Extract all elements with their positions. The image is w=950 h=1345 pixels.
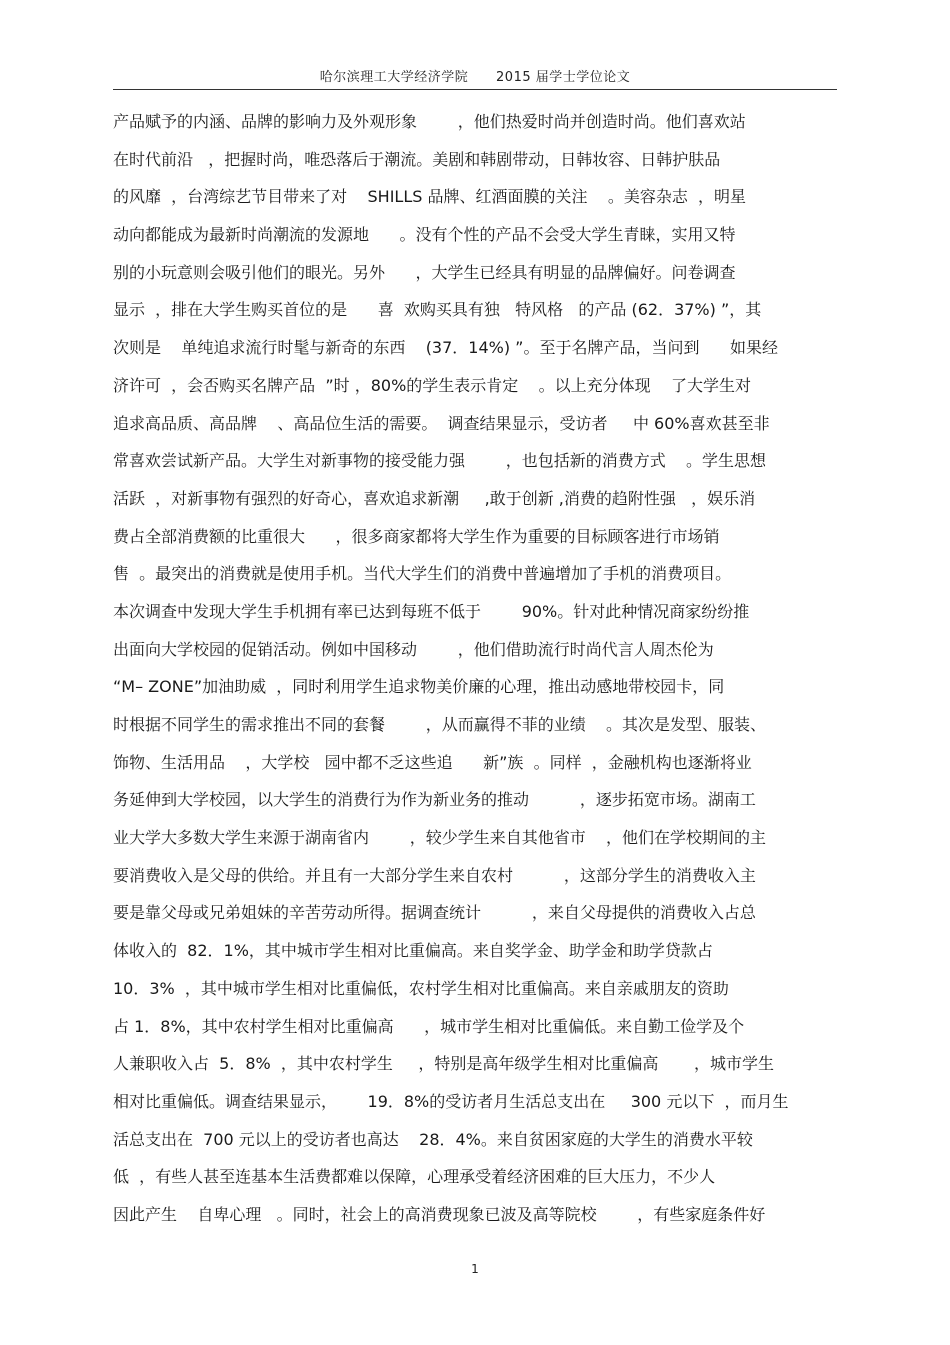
text-line: 费占全部消费额的比重很大 ，很多商家都将大学生作为重要的目标顾客进行市场销 [113, 526, 720, 546]
text-line: 追求高品质、高品牌 、高品位生活的需要。 调查结果显示，受访者 中 60%喜欢甚至非 [113, 413, 770, 433]
text-line: 相对比重偏低。调查结果显示， 19．8%的受访者月生活总支出在 300 元以下 ，而月生 [113, 1091, 789, 1111]
body-text [113, 103, 843, 1234]
text-line: 务延伸到大学校园，以大学生的消费行为作为新业务的推动 ，逐步拓宽市场。湖南工 [113, 790, 756, 810]
text-line: 济许可 ，会否购买名牌产品 ”时 ，80%的学生表示肯定 。以上充分体现 了大学生对 [113, 375, 751, 395]
text-line: “M– ZONE”加油助威 ，同时利用学生追求物美价廉的心理，推出动感地带校园卡，同 [113, 677, 725, 697]
text-line: 在时代前沿 ，把握时尚，唯恐落后于潮流。美剧和韩剧带动，日韩妆容、日韩护肤品 [113, 149, 721, 169]
text-line: 业大学大多数大学生来源于湖南省内 ，较少学生来自其他省市 ，他们在学校期间的主 [113, 828, 767, 848]
running-header: 哈尔滨理工大学经济学院 2015 届学士学位论文 [319, 70, 631, 85]
header-divider [113, 89, 837, 90]
text-line: 本次调查中发现大学生手机拥有率已达到每班不低于 90%。针对此种情况商家纷纷推 [113, 601, 750, 621]
text-line: 常喜欢尝试新产品。大学生对新事物的接受能力强 ，也包括新的消费方式 。学生思想 [113, 451, 767, 471]
page-number: 1 [471, 1262, 479, 1276]
text-line: 售 。最突出的消费就是使用手机。当代大学生们的消费中普遍增加了手机的消费项目。 [113, 564, 732, 584]
text-line: 要消费收入是父母的供给。并且有一大部分学生来自农村 ，这部分学生的消费收入主 [113, 865, 756, 885]
text-line: 活总支出在 700 元以上的受访者也高达 28．4%。来自贫困家庭的大学生的消费水平较 [113, 1129, 753, 1149]
text-line: 因此产生 自卑心理 。同时，社会上的高消费现象已波及高等院校 ，有些家庭条件好 [113, 1204, 766, 1224]
text-line: 时根据不同学生的需求推出不同的套餐 ，从而赢得不菲的业绩 。其次是发型、服装、 [113, 715, 767, 734]
text-line: 10．3% ，其中城市学生相对比重偏低，农村学生相对比重偏高。来自亲戚朋友的资助 [113, 978, 729, 998]
text-line: 活跃 ，对新事物有强烈的好奇心，喜欢追求新潮 ,敢于创新 ,消费的趋附性强 ，娱乐消 [113, 488, 756, 508]
text-line: 低 ，有些人甚至连基本生活费都难以保障，心理承受着经济困难的巨大压力，不少人 [113, 1167, 716, 1187]
text-line: 要是靠父母或兄弟姐妹的辛苦劳动所得。据调查统计 ，来自父母提供的消费收入占总 [113, 903, 756, 923]
text-line: 动向都能成为最新时尚潮流的发源地 。没有个性的产品不会受大学生青睐，实用又特 [113, 225, 736, 245]
text-line: 显示 ，排在大学生购买首位的是 喜 欢购买具有独 特风格 的产品 (62．37%) ”，其 [113, 300, 762, 320]
text-line: 次则是 单纯追求流行时髦与新奇的东西 (37．14%) ”。至于名牌产品，当问到 如果经 [113, 338, 778, 358]
text-line: 占 1．8%，其中农村学生相对比重偏高 ，城市学生相对比重偏低。来自勤工俭学及个 [113, 1016, 745, 1036]
text-line: 饰物、生活用品 ，大学校 园中都不乏这些追 新”族 。同样 ，金融机构也逐渐将业 [113, 752, 752, 772]
text-line: 人兼职收入占 5．8% ，其中农村学生 ，特别是高年级学生相对比重偏高 ，城市学生 [113, 1054, 774, 1074]
text-line: 的风靡 ，台湾综艺节目带来了对 SHILLS 品牌、红酒面膜的关注 。美容杂志 ，明星 [113, 187, 747, 207]
text-line: 别的小玩意则会吸引他们的眼光。另外 ，大学生已经具有明显的品牌偏好。问卷调查 [113, 262, 736, 282]
text-line: 体收入的 82．1%，其中城市学生相对比重偏高。来自奖学金、助学金和助学贷款占 [113, 941, 713, 961]
text-line: 产品赋予的内涵、品牌的影响力及外观形象 ，他们热爱时尚并创造时尚。他们喜欢站 [113, 112, 746, 131]
text-line: 出面向大学校园的促销活动。例如中国移动 ，他们借助流行时尚代言人周杰伦为 [113, 639, 714, 659]
